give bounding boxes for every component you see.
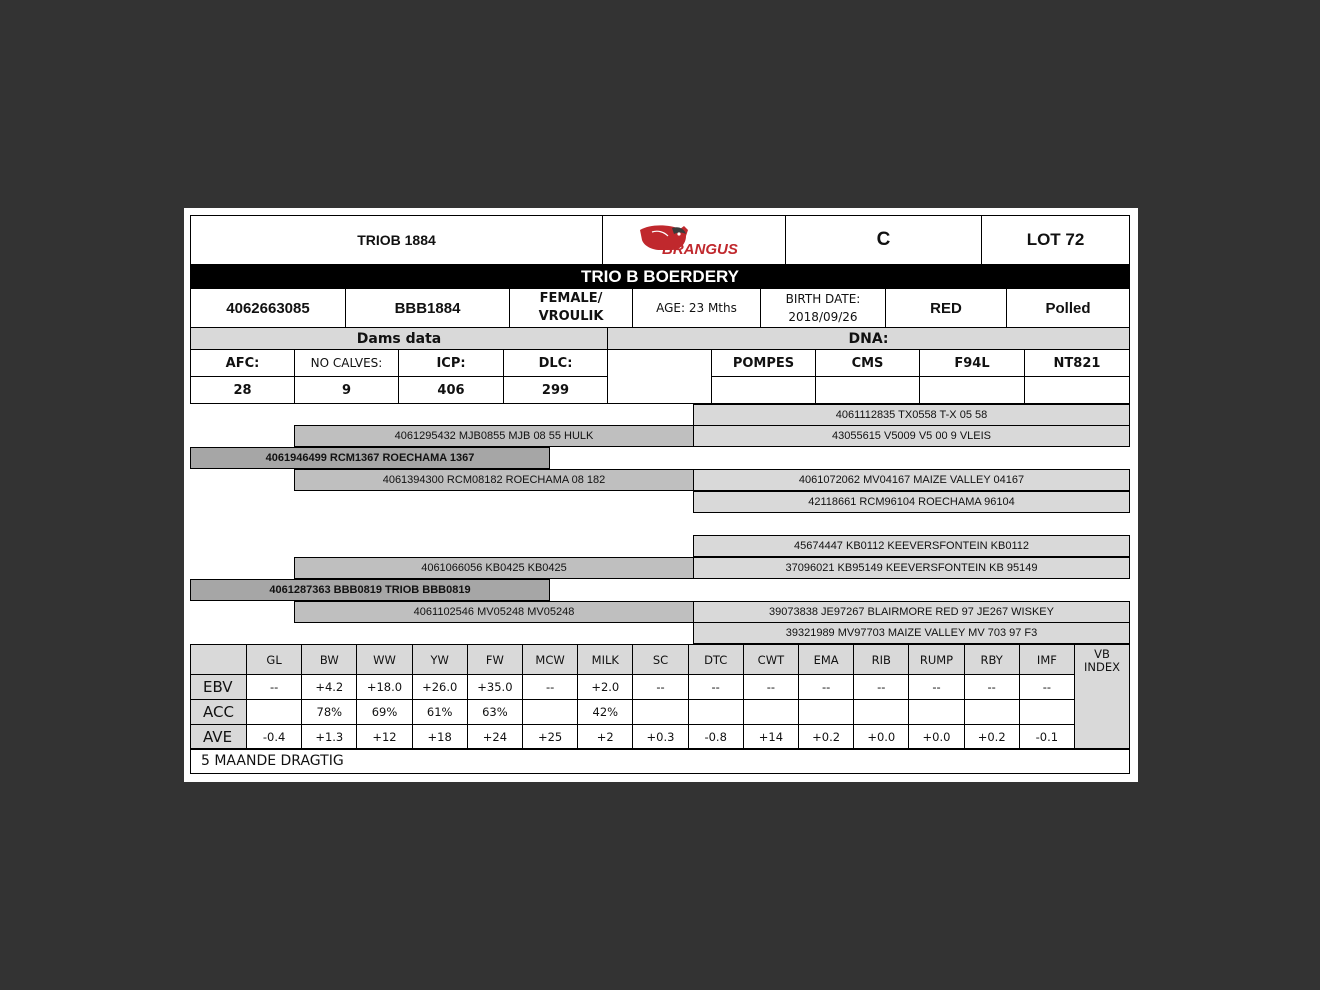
pedigree-dam-sire: 4061066056 KB0425 KB0425 — [294, 557, 694, 579]
ebv-ave-ww: +12 — [356, 724, 412, 750]
ebv-header-ema: EMA — [798, 644, 854, 675]
no-calves-header: NO CALVES: — [294, 349, 399, 377]
dna-nt821-value — [1024, 376, 1130, 404]
ebv-ebv-rib: -- — [853, 674, 909, 700]
ebv-ebv-milk: +2.0 — [577, 674, 633, 700]
ebv-row-label-ave: AVE — [190, 724, 247, 750]
pedigree-sire-sire-sire: 4061112835 TX0558 T-X 05 58 — [693, 404, 1130, 426]
ebv-corner-cell — [190, 644, 247, 675]
ebv-ave-yw: +18 — [412, 724, 468, 750]
vb-index-cell — [1074, 644, 1130, 750]
pedigree-sire-dam: 4061394300 RCM08182 ROECHAMA 08 182 — [294, 469, 694, 491]
afc-header: AFC: — [190, 349, 295, 377]
dams-data-title: Dams data — [190, 327, 608, 350]
pedigree-sire-sire: 4061295432 MJB0855 MJB 08 55 HULK — [294, 425, 694, 447]
birth-date-value: 2018/09/26 — [788, 310, 858, 324]
ebv-ebv-ema: -- — [798, 674, 854, 700]
ebv-ave-imf: -0.1 — [1019, 724, 1075, 750]
birth-date — [760, 288, 886, 328]
ebv-header-fw: FW — [467, 644, 523, 675]
lot-number: LOT 72 — [981, 215, 1130, 265]
ebv-acc-bw: 78% — [301, 699, 357, 725]
ebv-ave-cwt: +14 — [743, 724, 799, 750]
ebv-ave-dtc: -0.8 — [688, 724, 744, 750]
dlc-header: DLC: — [503, 349, 608, 377]
ebv-ebv-gl: -- — [246, 674, 302, 700]
dna-f94l-header: F94L — [919, 349, 1025, 377]
ebv-header-cwt: CWT — [743, 644, 799, 675]
sex-line-2: VROULIK — [538, 309, 604, 324]
ebv-ebv-bw: +4.2 — [301, 674, 357, 700]
dna-cms-value — [815, 376, 920, 404]
ebv-acc-ww: 69% — [356, 699, 412, 725]
icp-value: 406 — [398, 376, 504, 404]
ebv-ebv-dtc: -- — [688, 674, 744, 700]
animal-id: 4062663085 — [190, 288, 346, 328]
ebv-ebv-rump: -- — [908, 674, 964, 700]
cattle-logo-icon — [632, 220, 756, 260]
ebv-header-rby: RBY — [964, 644, 1020, 675]
no-calves-value: 9 — [294, 376, 399, 404]
animal-code: BBB1884 — [345, 288, 510, 328]
vb-index-label-0: VB — [1094, 647, 1110, 661]
dna-f94l-value — [919, 376, 1025, 404]
ebv-ave-ema: +0.2 — [798, 724, 854, 750]
dlc-value: 299 — [503, 376, 608, 404]
grade-label: C — [785, 215, 982, 265]
dna-pompes-value — [711, 376, 816, 404]
ebv-acc-ema — [798, 699, 854, 725]
horn-status: Polled — [1006, 288, 1130, 328]
afc-value: 28 — [190, 376, 295, 404]
ebv-header-mcw: MCW — [522, 644, 578, 675]
ebv-row-label-acc: ACC — [190, 699, 247, 725]
animal-color: RED — [885, 288, 1007, 328]
ebv-header-milk: MILK — [577, 644, 633, 675]
brangus-logo — [602, 215, 786, 265]
ebv-ebv-fw: +35.0 — [467, 674, 523, 700]
ebv-header-sc: SC — [632, 644, 688, 675]
dna-nt821-header: NT821 — [1024, 349, 1130, 377]
animal-sex — [509, 288, 633, 328]
pedigree-dam-sire-sire: 45674447 KB0112 KEEVERSFONTEIN KB0112 — [693, 535, 1130, 557]
ebv-ave-sc: +0.3 — [632, 724, 688, 750]
dna-blank-cell — [607, 349, 712, 404]
ebv-ave-bw: +1.3 — [301, 724, 357, 750]
dna-title: DNA: — [607, 327, 1130, 350]
ebv-ave-milk: +2 — [577, 724, 633, 750]
ebv-acc-dtc — [688, 699, 744, 725]
ebv-ave-fw: +24 — [467, 724, 523, 750]
pedigree-sire: 4061946499 RCM1367 ROECHAMA 1367 — [190, 447, 550, 469]
pedigree-dam-dam-sire: 39073838 JE97267 BLAIRMORE RED 97 JE267 WISKEY — [693, 601, 1130, 623]
pedigree-sire-dam-dam: 42118661 RCM96104 ROECHAMA 96104 — [693, 491, 1130, 513]
dna-pompes-header: POMPES — [711, 349, 816, 377]
pedigree-dam-dam-dam: 39321989 MV97703 MAIZE VALLEY MV 703 97 F3 — [693, 622, 1130, 644]
ebv-header-imf: IMF — [1019, 644, 1075, 675]
ebv-row-label-ebv: EBV — [190, 674, 247, 700]
ebv-ebv-mcw: -- — [522, 674, 578, 700]
ebv-ave-mcw: +25 — [522, 724, 578, 750]
ebv-ebv-sc: -- — [632, 674, 688, 700]
icp-header: ICP: — [398, 349, 504, 377]
ebv-ave-rby: +0.2 — [964, 724, 1020, 750]
ebv-ave-gl: -0.4 — [246, 724, 302, 750]
ebv-ave-rump: +0.0 — [908, 724, 964, 750]
ebv-acc-rby — [964, 699, 1020, 725]
remarks-note: 5 MAANDE DRAGTIG — [190, 748, 1130, 774]
animal-age: AGE: 23 Mths — [632, 288, 761, 328]
logo-text: BRANGUS — [662, 241, 738, 258]
ebv-header-dtc: DTC — [688, 644, 744, 675]
pedigree-dam-sire-dam: 37096021 KB95149 KEEVERSFONTEIN KB 95149 — [693, 557, 1130, 579]
ebv-acc-imf — [1019, 699, 1075, 725]
ebv-acc-sc — [632, 699, 688, 725]
ebv-ebv-yw: +26.0 — [412, 674, 468, 700]
pedigree-dam-dam: 4061102546 MV05248 MV05248 — [294, 601, 694, 623]
ebv-ave-rib: +0.0 — [853, 724, 909, 750]
pedigree-dam: 4061287363 BBB0819 TRIOB BBB0819 — [190, 579, 550, 601]
ebv-ebv-imf: -- — [1019, 674, 1075, 700]
ebv-header-bw: BW — [301, 644, 357, 675]
ebv-header-rump: RUMP — [908, 644, 964, 675]
ebv-acc-yw: 61% — [412, 699, 468, 725]
ebv-ebv-rby: -- — [964, 674, 1020, 700]
pedigree-sire-sire-dam: 43055615 V5009 V5 00 9 VLEIS — [693, 425, 1130, 447]
ebv-ebv-ww: +18.0 — [356, 674, 412, 700]
vb-index-label-1: INDEX — [1084, 660, 1120, 674]
ebv-acc-cwt — [743, 699, 799, 725]
lot-card — [184, 208, 1138, 782]
ebv-header-gl: GL — [246, 644, 302, 675]
ebv-header-ww: WW — [356, 644, 412, 675]
ebv-acc-rib — [853, 699, 909, 725]
ebv-acc-gl — [246, 699, 302, 725]
sex-line-1: FEMALE/ — [539, 291, 603, 306]
ebv-header-yw: YW — [412, 644, 468, 675]
farm-name: TRIO B BOERDERY — [190, 264, 1130, 289]
animal-name: TRIOB 1884 — [190, 215, 603, 265]
pedigree-sire-dam-sire: 4061072062 MV04167 MAIZE VALLEY 04167 — [693, 469, 1130, 491]
dna-cms-header: CMS — [815, 349, 920, 377]
ebv-header-rib: RIB — [853, 644, 909, 675]
ebv-ebv-cwt: -- — [743, 674, 799, 700]
ebv-acc-rump — [908, 699, 964, 725]
ebv-acc-mcw — [522, 699, 578, 725]
ebv-acc-milk: 42% — [577, 699, 633, 725]
birth-date-label: BIRTH DATE: — [785, 292, 861, 306]
ebv-acc-fw: 63% — [467, 699, 523, 725]
